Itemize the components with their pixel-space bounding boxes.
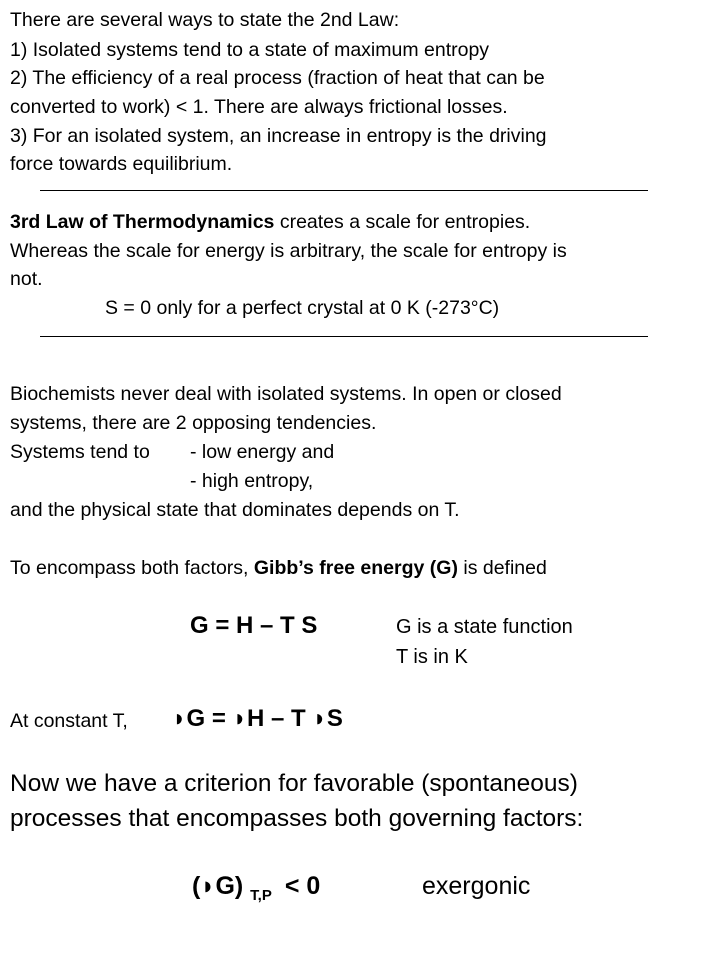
gibbs-intro [10, 556, 547, 580]
biochem-tend-label: Systems tend to [10, 441, 150, 463]
criterion-expression [192, 872, 531, 904]
delta-h-part: H – T [247, 705, 313, 732]
biochem-line-last: and the physical state that dominates depends on T. [10, 499, 460, 521]
criterion-line-2: processes that encompasses both governing factors: [10, 805, 584, 832]
second-law-point-2b: converted to work) < 1. There are always frictional losses. [10, 96, 508, 118]
delta-s-part: S [326, 705, 343, 732]
delta-icon: ◗ [200, 872, 216, 900]
gibbs-intro-bold: Gibb’s free energy (G) [253, 557, 458, 579]
divider-top [40, 190, 648, 191]
divider-bottom [40, 336, 648, 337]
biochem-line-2: systems, there are 2 opposing tendencies. [10, 412, 377, 434]
gibbs-note-kelvin: T is in K [396, 646, 468, 668]
biochem-tend-2: - high entropy, [190, 470, 314, 492]
delta-icon: ◗ [232, 705, 248, 732]
third-law-line-1-rest: creates a scale for entropies. [274, 211, 531, 233]
second-law-point-2a: 2) The efficiency of a real process (fraction of heat that can be [10, 67, 545, 89]
criterion-line-1: Now we have a criterion for favorable (spontaneous) [10, 770, 578, 797]
delta-g-equation [172, 705, 343, 733]
criterion-subscript: T,P [250, 887, 272, 904]
third-law-title: 3rd Law of Thermodynamics [10, 211, 275, 233]
constant-t-label: At constant T, [10, 710, 128, 732]
second-law-intro: There are several ways to state the 2nd Law: [10, 9, 400, 31]
biochem-tend-1: - low energy and [190, 441, 335, 463]
delta-g-part: G = [186, 705, 233, 732]
second-law-point-3a: 3) For an isolated system, an increase in entropy is the driving [10, 125, 547, 147]
gibbs-intro-pre: To encompass both factors, [10, 557, 254, 579]
third-law-line-2: Whereas the scale for energy is arbitrary, the scale for entropy is [10, 240, 567, 262]
criterion-g: G) [215, 872, 244, 900]
criterion-label: exergonic [422, 872, 531, 900]
criterion-inequality: < 0 [284, 872, 321, 900]
gibbs-intro-post: is defined [457, 557, 547, 579]
delta-icon: ◗ [312, 705, 327, 732]
delta-icon: ◗ [172, 705, 187, 732]
gibbs-note-state-function: G is a state function [396, 616, 573, 638]
third-law-line-1 [10, 210, 530, 234]
second-law-point-3b: force towards equilibrium. [10, 153, 233, 175]
gibbs-equation: G = H – T S [190, 612, 318, 639]
criterion-open-paren: ( [192, 872, 201, 900]
third-law-statement: S = 0 only for a perfect crystal at 0 K (-273°C) [105, 297, 500, 319]
third-law-line-3: not. [10, 268, 43, 290]
biochem-line-1: Biochemists never deal with isolated systems. In open or closed [10, 383, 562, 405]
second-law-point-1: 1) Isolated systems tend to a state of maximum entropy [10, 39, 490, 61]
